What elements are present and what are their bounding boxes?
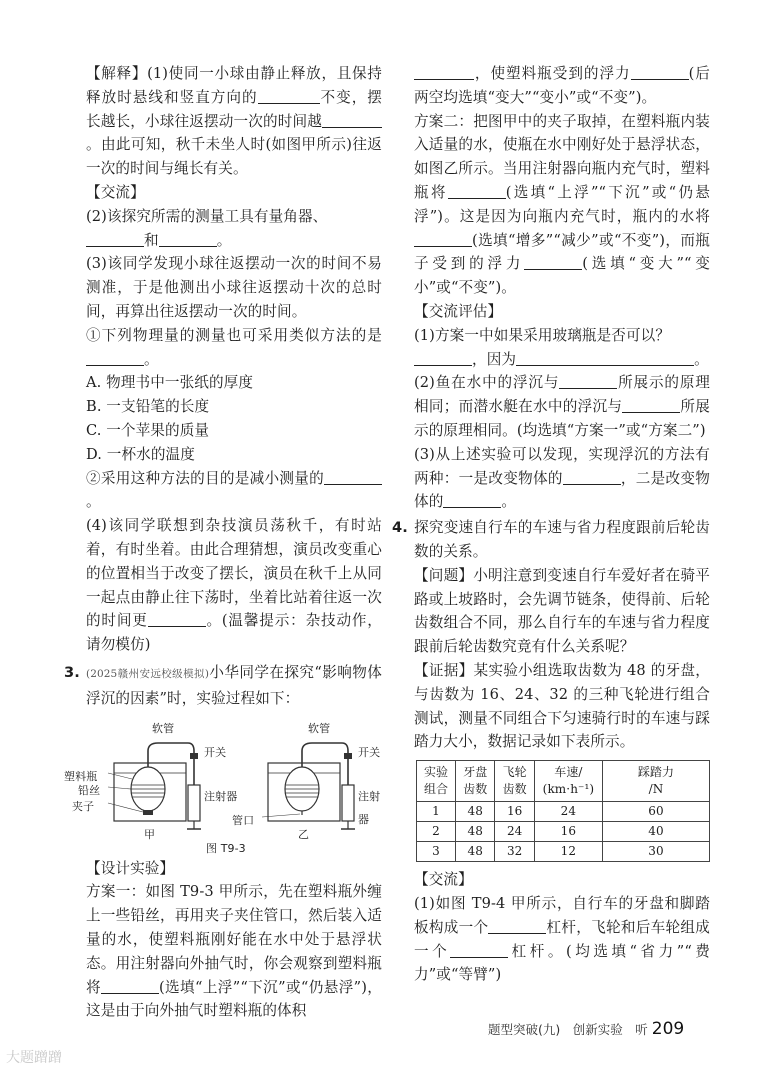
table-row: 2 48 24 16 40 <box>417 822 710 842</box>
answer-blank[interactable] <box>148 611 206 627</box>
eval-3: (3)从上述实验可以发现，实现浮沉的方法有两种：一是改变物体的 ，二是改变物体的 。 <box>414 445 710 511</box>
option-a: A. 物理书中一张纸的厚度 <box>86 374 254 392</box>
table-row: 3 48 32 12 30 <box>417 842 710 862</box>
explain-paragraph: 【解释】(1)使同一小球由静止释放，且保持释放时悬线和竖直方向的 不变，摆长越长，小球往返摆动一次的时间越。由此可知，秋千未坐人时(如图甲所示)往返一次的时间与绳长有关。 <box>86 65 382 178</box>
label-yi: 乙 <box>298 827 310 841</box>
label-plastic-bottle: 塑料瓶 <box>64 769 98 783</box>
answer-blank[interactable] <box>258 88 320 104</box>
table-header: 车速/ (km·h⁻¹) <box>534 761 602 802</box>
problem-4-stem: 4. 探究变速自行车的车速与省力程度跟前后轮齿数的关系。 <box>392 519 710 560</box>
problem-4-evidence: 【证据】某实验小组选取齿数为 48 的牙盘，与齿数为 16、24、32 的三种飞轮进行组合测试，测量不同组合下匀速骑行时的车速与踩踏力大小，数据记录如下表所示。 <box>414 661 710 751</box>
plan-one-cont: ，使塑料瓶受到的浮力 (后两空均选填“变大”“变小”或“不变”)。 <box>414 65 710 106</box>
label-switch-right: 开关 <box>358 745 381 759</box>
answer-blank[interactable] <box>488 918 546 934</box>
problem-3-stem: 3. (2025赣州安远校级模拟)小华同学在探究“影响物体浮沉的因素”时，实验过程如下： <box>64 663 382 707</box>
label-tube-mouth: 管口 <box>232 813 255 827</box>
section-heading: 【交流】 <box>414 871 473 889</box>
label-soft-tube-left: 软管 <box>152 721 175 735</box>
watermark: 大题蹭蹭 <box>6 1050 62 1066</box>
label-syringe-right: 注射器 <box>358 789 381 827</box>
answer-blank[interactable] <box>414 231 472 247</box>
section-heading: 【交流评估】 <box>414 302 503 320</box>
problem-4-question: 【问题】小明注意到变速自行车爱好者在骑平路或上坡路时，会先调节链条，使得前、后轮齿数组合不同，那么自行车的车速与省力程度跟前后轮齿数究竟有什么关系呢？ <box>414 566 710 656</box>
syringe-left <box>188 785 200 821</box>
section-heading: 【交流】 <box>86 183 145 201</box>
question-2: (2)该探究所需的测量工具有量角器、 和 。 <box>86 207 328 249</box>
answer-blank[interactable] <box>524 254 582 270</box>
label-syringe-left: 注射器 <box>204 789 238 803</box>
plan-two: 方案二：把图甲中的夹子取掉，在塑料瓶内装入适量的水，使瓶在水中刚好处于悬浮状态，如图乙所示。当用注射器向瓶内充气时，塑料瓶将 (选填“上浮”“下沉”或“仍悬浮”)。这是因为向瓶内充气时，瓶内的水将(选填“增多”“减少”或“不变”)，而瓶子受到的浮力 (选填“变大”“变小”或“不变”)。 <box>414 112 711 297</box>
eval-1: (1)方案一中如果采用玻璃瓶是否可以？ ，因为 。 <box>414 326 709 368</box>
syringe-right <box>342 785 354 821</box>
table-row: 1 48 16 24 60 <box>417 802 710 822</box>
label-switch-left: 开关 <box>204 745 227 759</box>
label-clip: 夹子 <box>72 799 95 813</box>
answer-blank[interactable] <box>414 350 472 366</box>
option-d: D. 一杯水的温度 <box>86 445 195 463</box>
question-4: (4)该同学联想到杂技演员荡秋千，有时站着，有时坐着。由此合理猜想，演员改变重心的位置相当于改变了摆长，演员在秋千上从同一起点由静止往下荡时，坐着比站着往返一次的时间更 。(温馨提示：杂技动作，请勿模仿) <box>86 517 382 654</box>
option-b: B. 一支铅笔的长度 <box>86 398 210 416</box>
label-jia: 甲 <box>144 827 156 841</box>
answer-blank[interactable] <box>559 373 617 389</box>
right-column <box>392 62 711 987</box>
answer-blank[interactable] <box>86 350 144 366</box>
table-header: 牙盘 齿数 <box>456 761 495 802</box>
answer-blank[interactable] <box>86 231 144 247</box>
figure-caption: 图 T9-3 <box>206 841 246 855</box>
answer-blank[interactable] <box>443 492 501 508</box>
left-column <box>64 62 382 1023</box>
option-c: C. 一个苹果的质量 <box>86 421 210 439</box>
clip-left <box>143 810 153 815</box>
answer-blank[interactable] <box>159 231 217 247</box>
section-heading: 【设计实验】 <box>86 859 175 877</box>
label-lead-wire: 铅丝 <box>78 783 101 797</box>
question-3: (3)该同学发现小球往返摆动一次的时间不易测准，于是他测出小球往返摆动十次的总时间，再算出往返摆动一次的时间。 <box>86 255 382 320</box>
switch-left <box>190 753 198 759</box>
answer-blank[interactable] <box>622 397 680 413</box>
label-soft-tube-right: 软管 <box>308 721 331 735</box>
table-header-row <box>417 761 710 802</box>
answer-blank[interactable] <box>322 112 382 128</box>
page-number: 209 <box>651 1019 685 1039</box>
answer-blank[interactable] <box>101 978 159 994</box>
answer-blank[interactable] <box>414 64 474 80</box>
plan-one: 方案一：如图 T9-3 甲所示，先在塑料瓶外缠上一些铅丝，再用夹子夹住管口，然后装入适量的水，使塑料瓶刚好能在水中处于悬浮状态。用注射器向外抽气时，你会观察到塑料瓶将 (选填“上浮”“下沉”或“仍悬浮”)，这是由于向外抽气时塑料瓶的体积 <box>86 883 382 1020</box>
answer-blank[interactable] <box>516 350 694 366</box>
section-label: 题型突破(九) 创新实验 听 <box>488 1022 648 1037</box>
question-3-sub1: ①下列物理量的测量也可采用类似方法的是。 <box>86 326 382 368</box>
table-header: 实验 组合 <box>417 761 456 802</box>
answer-blank[interactable] <box>324 469 382 485</box>
table-header: 踩踏力 /N <box>602 761 709 802</box>
figure-t9-3 <box>64 715 382 855</box>
answer-blank[interactable] <box>563 469 621 485</box>
data-table <box>416 760 710 862</box>
answer-blank[interactable] <box>450 942 508 958</box>
page-footer <box>488 1019 684 1039</box>
eval-2: (2)鱼在水中的浮沉与 所展示的原理相同；而潜水艇在水中的浮沉与 所展示的原理相同。(均选填“方案一”或“方案二”) <box>414 374 710 439</box>
answer-blank[interactable] <box>448 183 506 199</box>
exchange-1: (1)如图 T9-4 甲所示，自行车的牙盘和脚踏板构成一个 杠杆，飞轮和后车轮组成一个 杠杆。(均选填“省力”“费力”或“等臂”) <box>414 894 710 984</box>
question-3-sub2: ②采用这种方法的目的是减小测量的。 <box>86 467 382 515</box>
switch-right <box>344 753 352 759</box>
answer-blank[interactable] <box>631 64 689 80</box>
table-header: 飞轮 齿数 <box>495 761 534 802</box>
